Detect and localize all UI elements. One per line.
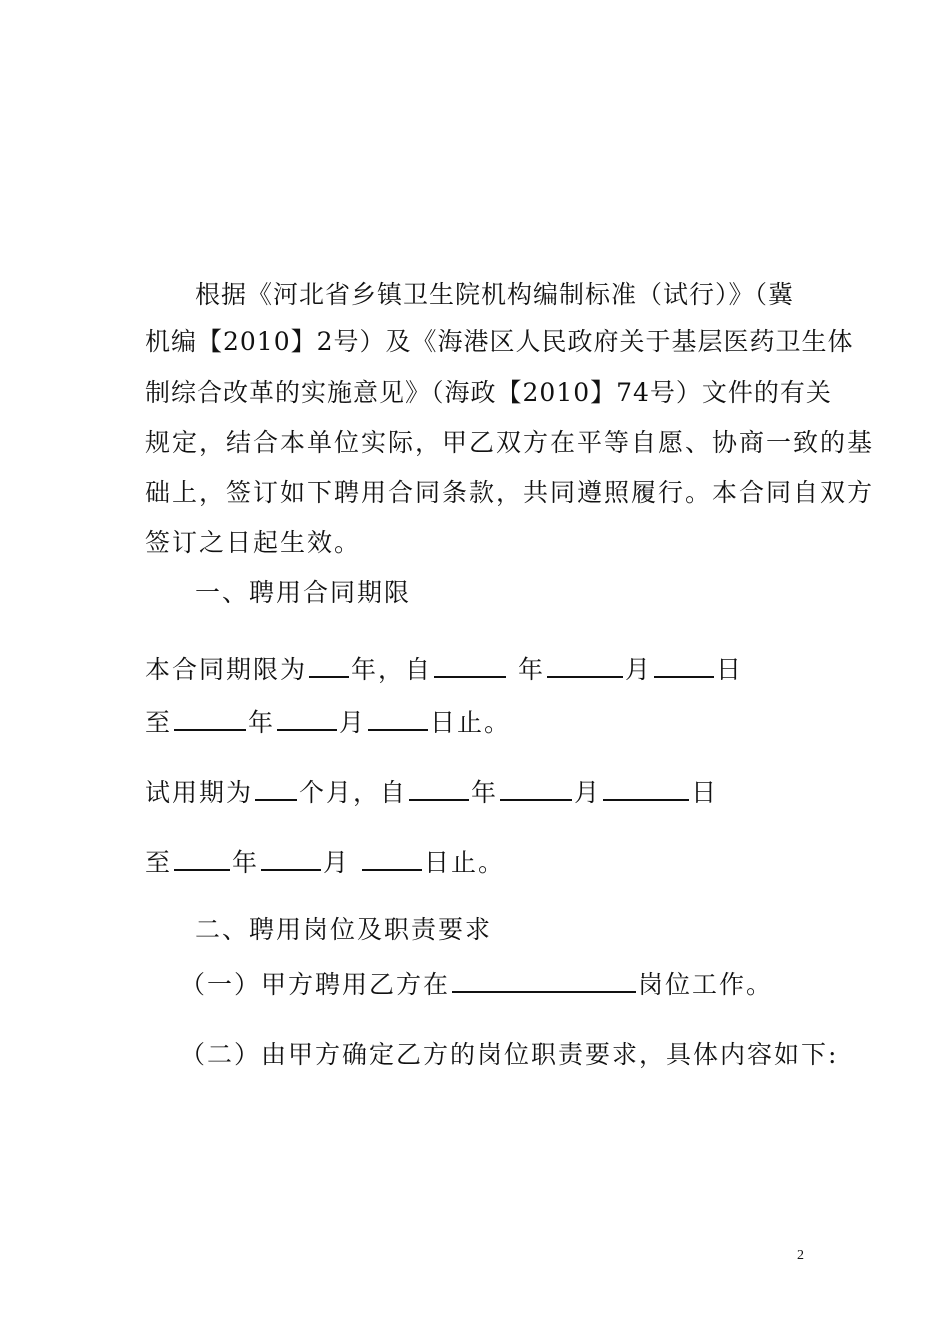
probation-end-day-blank xyxy=(362,843,422,871)
probation-months-blank xyxy=(255,773,297,801)
months-unit-label: 个月 xyxy=(299,778,354,807)
probation-start-month-blank xyxy=(500,773,572,801)
day-label: 日 xyxy=(716,655,744,684)
start-day-blank xyxy=(654,650,714,678)
start-year-blank xyxy=(434,650,506,678)
duties-line: （二）由甲方确定乙方的岗位职责要求，具体内容如下: xyxy=(180,1040,839,1069)
paragraph-line-5: 础上，签订如下聘用合同条款，共同遵照履行。本合同自双方 xyxy=(145,478,875,507)
from-label: ，自 xyxy=(353,778,408,807)
probation-line-2 xyxy=(145,843,505,878)
paragraph-line-4: 规定，结合本单位实际，甲乙双方在平等自愿、协商一致的基 xyxy=(145,428,875,457)
term-prefix: 本合同期限为 xyxy=(145,655,308,684)
month-label: 月 xyxy=(339,708,367,737)
from-label: ，自 xyxy=(378,655,433,684)
end-day-blank xyxy=(368,703,428,731)
section-heading-term: 一、聘用合同期限 xyxy=(195,578,412,607)
probation-line-1 xyxy=(145,773,718,808)
end-month-blank xyxy=(277,703,337,731)
paragraph-line-1: 根据《河北省乡镇卫生院机构编制标准（试行）》（冀 xyxy=(195,280,795,309)
position-prefix: （一）甲方聘用乙方在 xyxy=(180,970,451,999)
years-blank xyxy=(309,650,349,678)
position-blank xyxy=(452,965,636,993)
position-suffix: 岗位工作。 xyxy=(638,970,774,999)
page-number: 2 xyxy=(797,1248,804,1263)
year-label: 年 xyxy=(518,655,546,684)
end-label: 日止。 xyxy=(424,848,506,877)
end-year-blank xyxy=(174,703,246,731)
to-label: 至 xyxy=(145,848,173,877)
section-heading-position: 二、聘用岗位及职责要求 xyxy=(195,915,493,944)
probation-start-year-blank xyxy=(409,773,469,801)
term-line-2 xyxy=(145,703,511,738)
day-label: 日 xyxy=(691,778,719,807)
probation-end-year-blank xyxy=(174,843,230,871)
paragraph-line-3: 制综合改革的实施意见》（海政【2010】74号）文件的有关 xyxy=(145,378,832,407)
year-label: 年 xyxy=(351,655,379,684)
year-label: 年 xyxy=(248,708,276,737)
year-label: 年 xyxy=(232,848,260,877)
start-month-blank xyxy=(547,650,623,678)
probation-end-month-blank xyxy=(261,843,321,871)
to-label: 至 xyxy=(145,708,173,737)
paragraph-line-2: 机编【2010】2号）及《海港区人民政府关于基层医药卫生体 xyxy=(145,327,854,356)
probation-start-day-blank xyxy=(603,773,689,801)
month-label: 月 xyxy=(625,655,653,684)
end-label: 日止。 xyxy=(430,708,512,737)
term-line-1 xyxy=(145,650,743,685)
paragraph-line-6: 签订之日起生效。 xyxy=(145,528,362,557)
month-label: 月 xyxy=(323,848,351,877)
year-label: 年 xyxy=(471,778,499,807)
month-label: 月 xyxy=(574,778,602,807)
position-line xyxy=(180,965,773,1000)
probation-prefix: 试用期为 xyxy=(145,778,254,807)
